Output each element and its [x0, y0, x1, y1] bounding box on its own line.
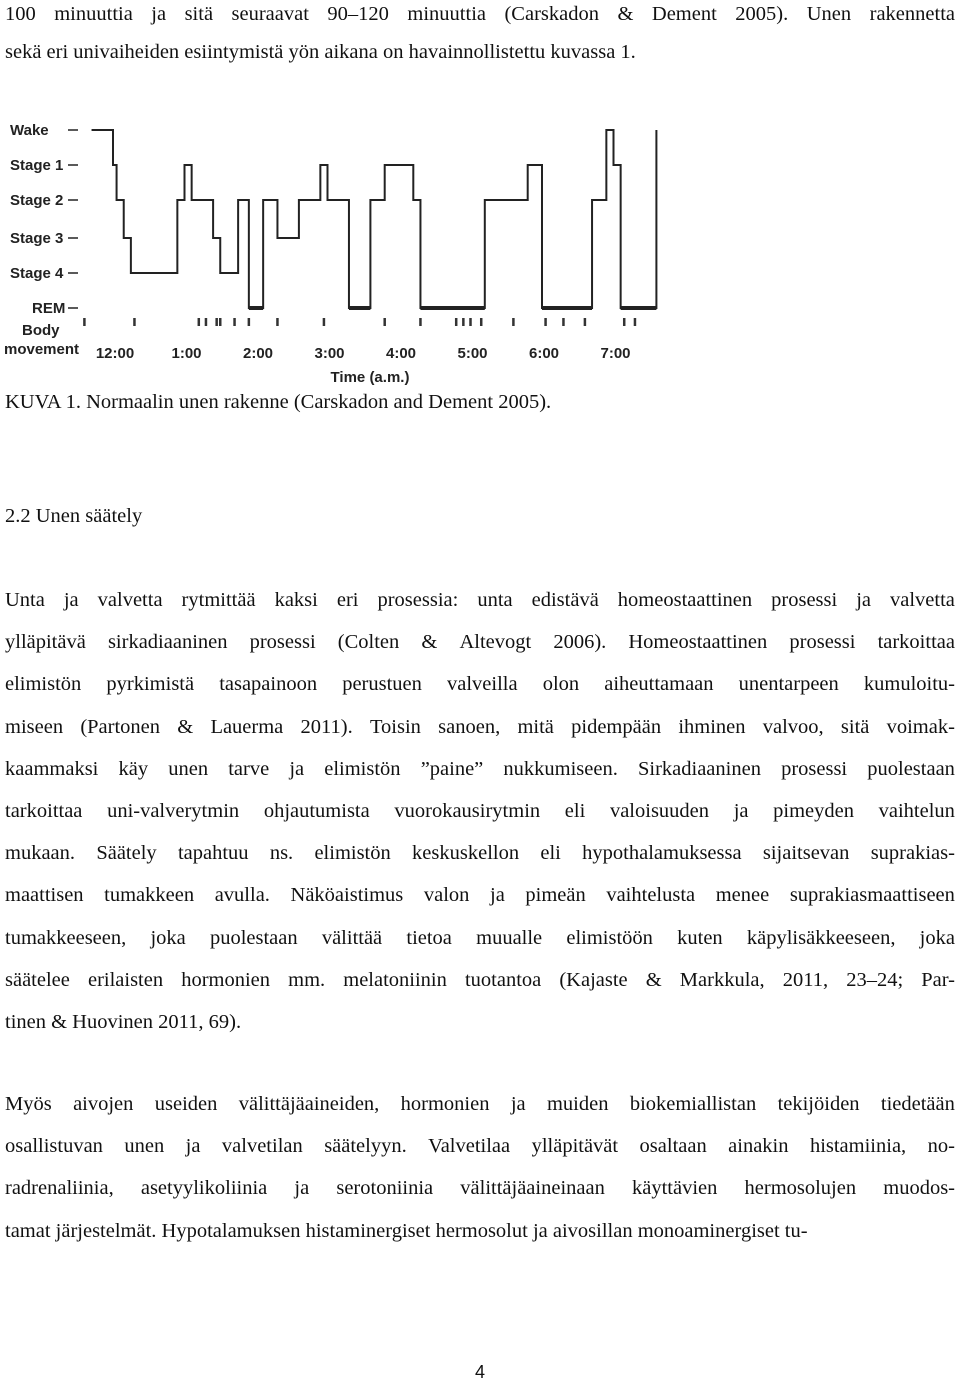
stage-label: REM — [32, 300, 66, 317]
body-movement-marks — [84, 318, 635, 326]
section-heading: 2.2 Unen säätely — [5, 505, 143, 527]
time-tick-label: 4:00 — [385, 345, 417, 362]
stage-label: Stage 1 — [10, 157, 64, 174]
paragraph-line: tarkoittaa uni-valverytmin ohjautumista vuorokausirytmin eli valoisuuden ja pimeyden vaihtelun — [5, 800, 955, 822]
stage-label: Stage 3 — [10, 230, 64, 247]
time-tick-label: 5:00 — [457, 345, 488, 362]
stage-labels — [10, 122, 78, 317]
x-axis-label: Time (a.m.) — [330, 369, 410, 386]
intro-line-2: sekä eri univaiheiden esiintymistä yön aikana on havainnollistettu kuvassa 1. — [5, 41, 636, 63]
body-label: Body — [22, 322, 60, 339]
hypnogram-trace — [92, 130, 657, 308]
stage-label: Stage 4 — [10, 265, 64, 282]
figure-caption: KUVA 1. Normaalin unen rakenne (Carskadon and Dement 2005). — [5, 391, 552, 413]
paragraph-line: tumakkeeseen, joka puolestaan välittää tietoa muualle elimistöön kuten käpylisäkkeeseen, joka — [5, 926, 955, 949]
paragraph-line: tinen & Huovinen 2011, 69). — [5, 1011, 242, 1033]
paragraph-line: mukaan. Säätely tapahtuu ns. elimistön keskuskellon eli hypothalamuksessa sijaitsevan suprakias- — [5, 842, 955, 865]
time-tick-label: 1:00 — [171, 345, 202, 362]
time-tick-label: 12:00 — [95, 345, 135, 362]
time-tick-label: 2:00 — [242, 345, 274, 362]
paragraph-line: Myös aivojen useiden välittäjäaineiden, hormonien ja muiden biokemiallistan tekijöiden tiedetään — [5, 1093, 955, 1115]
paragraph-line: radrenaliinia, asetyylikoliinia ja serotoniinia välittäjäaineinaan käyttävien hermosolujen muodos- — [5, 1177, 955, 1200]
paragraph-line: elimistön pyrkimistä tasapainoon perustuen valveilla olon aiheuttamaan unentarpeen kumuloitu- — [5, 673, 955, 696]
paragraph-line: kaammaksi käy unen tarve ja elimistön ”paine” nukkumiseen. Sirkadiaaninen prosessi puolestaan — [5, 757, 955, 780]
time-tick-label: 7:00 — [600, 345, 631, 362]
page-number: 4 — [474, 1362, 485, 1382]
stage-label: Stage 2 — [10, 192, 64, 209]
paragraph-line: tamat järjestelmät. Hypotalamuksen histaminergiset hermosolut ja aivosillan monoaminergiset tu- — [5, 1219, 808, 1242]
stage-label: Wake — [10, 122, 49, 139]
time-tick-labels — [96, 345, 631, 362]
time-tick-label: 3:00 — [314, 345, 345, 362]
paragraph-line: miseen (Partonen & Lauerma 2011). Toisin sanoen, mitä pidempään ihminen valvoo, sitä voimak- — [5, 715, 955, 738]
sleep-hypnogram-figure — [0, 110, 660, 390]
paragraph-line: säätelee erilaisten hormonien mm. melatoniinin tuotantoa (Kajaste & Markkula, 2011, 23–24; Par- — [5, 968, 955, 991]
paragraph-line: ylläpitävä sirkadiaaninen prosessi (Colten & Altevogt 2006). Homeostaattinen prosessi tarkoittaa — [5, 631, 955, 654]
intro-line-1: 100 minuuttia ja sitä seuraavat 90–120 minuuttia (Carskadon & Dement 2005). Unen rakennetta — [5, 3, 955, 25]
movement-label: movement — [4, 341, 80, 358]
paragraph-line: osallistuvan unen ja valvetilan säätelyyn. Valvetilaa ylläpitävät osaltaan ainakin histamiinia, no- — [5, 1135, 955, 1158]
paragraph-line: Unta ja valvetta rytmittää kaksi eri prosessia: unta edistävä homeostaattinen prosessi ja valvetta — [5, 589, 955, 611]
paragraph-line: maattisen tumakkeen avulla. Näköaistimus valon ja pimeän vaihtelusta menee suprakiasmaattiseen — [5, 884, 955, 907]
hypnogram-line — [92, 130, 657, 308]
time-tick-label: 6:00 — [528, 345, 560, 362]
